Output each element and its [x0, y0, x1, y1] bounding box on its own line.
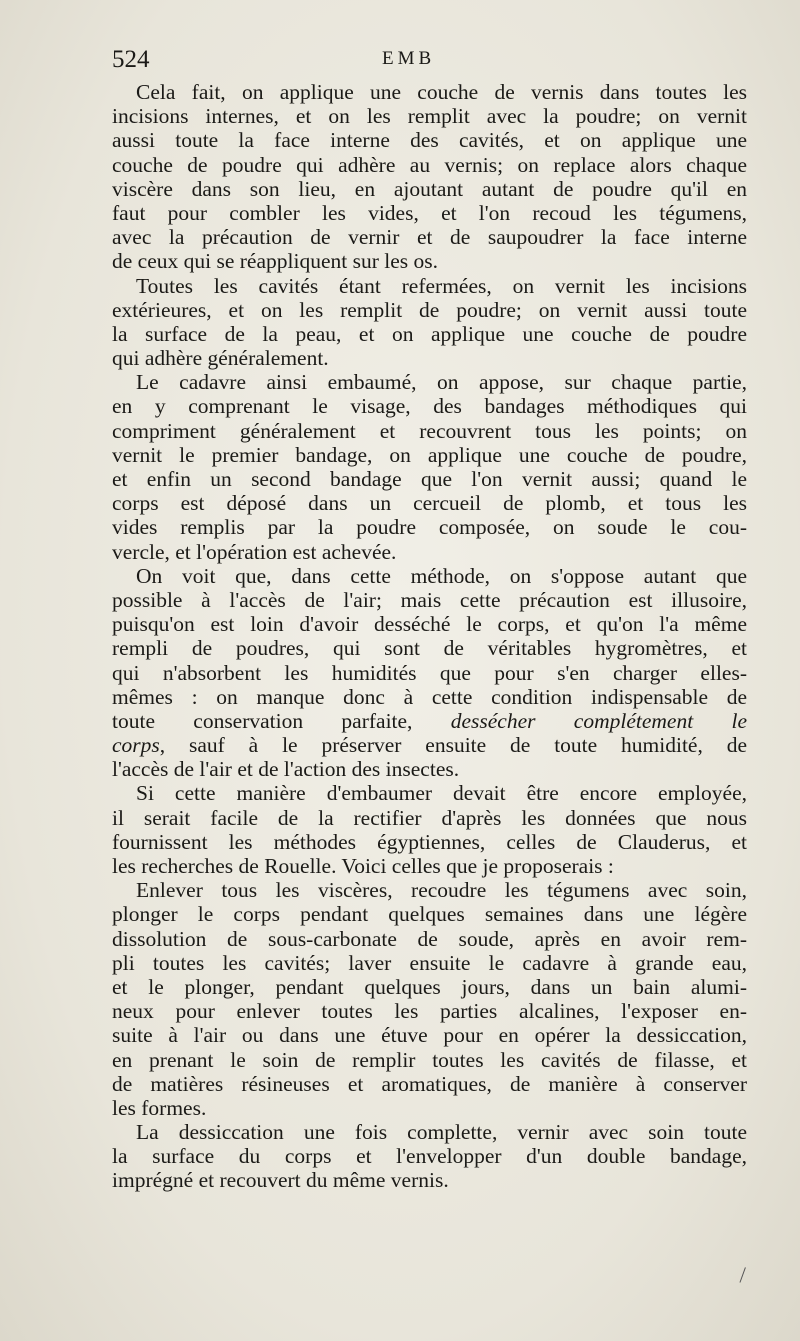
text-line: corps est déposé dans un cercueil de plomb, et tous les [112, 491, 747, 516]
text-line: corps, sauf à le préserver ensuite de toute humidité, de [112, 733, 747, 758]
text-line: vernit le premier bandage, on applique une couche de poudre, [112, 442, 747, 467]
paragraph [112, 1120, 747, 1193]
text-line: plonger le corps pendant quelques semaines dans une légère [112, 902, 747, 927]
text-line: qui n'absorbent les humidités que pour s'en charger elles- [112, 660, 747, 685]
text-line: les formes. [112, 1095, 207, 1120]
text-line: et le plonger, pendant quelques jours, dans un bain alumi- [112, 974, 747, 999]
text-line: La dessiccation une fois complette, vernir avec soin toute [136, 1120, 747, 1145]
text-line: la surface de la peau, et on applique une couche de poudre [112, 321, 747, 346]
running-head: EMB [382, 48, 436, 69]
text-line: faut pour combler les vides, et l'on recoud les tégumens, [112, 200, 747, 225]
text-line: la surface du corps et l'envelopper d'un double bandage, [112, 1144, 747, 1169]
body-text [112, 80, 747, 1193]
margin-pencil-mark [739, 1267, 751, 1284]
text-line: viscère dans son lieu, en ajoutant autant de poudre qu'il en [112, 176, 747, 201]
text-line: mêmes : on manque donc à cette condition indispensable de [112, 684, 747, 709]
text-line: extérieures, et on les remplit de poudre; on vernit aussi toute [112, 297, 747, 322]
page-number: 524 [112, 46, 150, 73]
text-line: et enfin un second bandage que l'on vernit aussi; quand le [112, 467, 747, 491]
text-line: vides remplis par la poudre composée, on soude le cou- [112, 515, 747, 540]
text-line: Le cadavre ainsi embaumé, on appose, sur chaque partie, [136, 370, 747, 395]
text-line: On voit que, dans cette méthode, on s'oppose autant que [136, 563, 747, 588]
text-line: Enlever tous les viscères, recoudre les tégumens avec soin, [136, 878, 747, 903]
text-line: les recherches de Rouelle. Voici celles que je proposerais : [112, 854, 614, 878]
text-line: l'accès de l'air et de l'action des insectes. [112, 757, 460, 782]
text-line: avec la précaution de vernir et de saupoudrer la face interne [112, 225, 747, 250]
text-line: vercle, et l'opération est achevée. [112, 539, 397, 564]
text-line: de ceux qui se réappliquent sur les os. [112, 249, 438, 274]
italic-phrase: corps [112, 733, 160, 758]
text-line: aussi toute la face interne des cavités, et on applique une [112, 128, 747, 153]
text-line: Si cette manière d'embaumer devait être encore employée, [136, 781, 747, 806]
page-header [112, 46, 752, 80]
text-line: de matières résineuses et aromatiques, de manière à conserver [112, 1071, 747, 1096]
text-line: en y comprenant le visage, des bandages méthodiques qui [112, 394, 747, 419]
text-line: puisqu'on est loin d'avoir desséché le corps, et qu'on l'a même [112, 612, 747, 637]
text-line: toute conservation parfaite, dessécher complétement le [112, 708, 747, 733]
text-line: rempli de poudres, qui sont de véritables hygromètres, et [112, 636, 747, 661]
italic-phrase: dessécher complétement le [450, 708, 747, 733]
text-line: Cela fait, on applique une couche de vernis dans toutes les [136, 80, 747, 104]
paragraph [112, 878, 747, 1120]
text-line: compriment généralement et recouvrent tous les points; on [112, 418, 747, 443]
text-line: dissolution de sous-carbonate de soude, après en avoir rem- [112, 926, 747, 951]
text-line: imprégné et recouvert du même vernis. [112, 1168, 449, 1193]
text-line: en prenant le soin de remplir toutes les cavités de filasse, et [112, 1047, 747, 1072]
text-line: fournissent les méthodes égyptiennes, celles de Clauderus, et [112, 829, 747, 854]
paragraph [112, 781, 747, 878]
paragraph [112, 564, 747, 782]
paragraph [112, 274, 747, 371]
text-line: pli toutes les cavités; laver ensuite le cadavre à grande eau, [112, 950, 747, 975]
text-line: couche de poudre qui adhère au vernis; on replace alors chaque [112, 152, 747, 177]
paragraph [112, 370, 747, 564]
text-line: il serait facile de la rectifier d'après les données que nous [112, 805, 747, 830]
paragraph [112, 80, 747, 274]
text-line: suite à l'air ou dans une étuve pour en opérer la dessiccation, [112, 1023, 747, 1048]
text-line: incisions internes, et on les remplit avec la poudre; on vernit [112, 104, 747, 129]
text-line: neux pour enlever toutes les parties alcalines, l'exposer en- [112, 999, 747, 1024]
text-line: qui adhère généralement. [112, 346, 329, 371]
text-line: possible à l'accès de l'air; mais cette précaution est illusoire, [112, 587, 747, 612]
text-line: Toutes les cavités étant refermées, on vernit les incisions [136, 273, 747, 298]
